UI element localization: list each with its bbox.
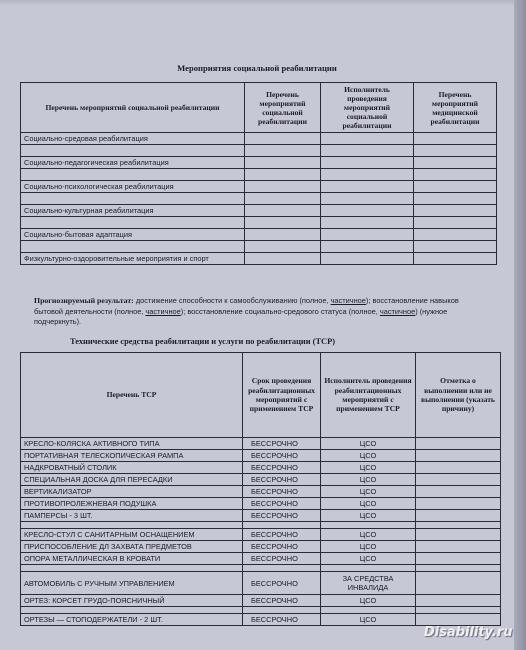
- table-row: [21, 145, 497, 157]
- table-row: [21, 217, 497, 229]
- table-header-row: [21, 353, 501, 438]
- row-label: [21, 193, 245, 205]
- table-row-empty: [21, 607, 501, 614]
- prognosis-text: ) (нужное подчеркнуть).: [34, 306, 448, 326]
- prognosis-label: Прогнозируемый результат:: [34, 296, 134, 305]
- table-header-row: [21, 83, 497, 133]
- table-row: [21, 572, 501, 595]
- prognosis-paragraph: [34, 296, 482, 328]
- table-row: [21, 541, 501, 553]
- row-label: Социально-средовая реабилитация: [21, 133, 245, 145]
- table-row-empty: [21, 565, 501, 572]
- table-row: [21, 229, 497, 241]
- underlined-option: частичное: [145, 306, 181, 316]
- underlined-option: частичное: [379, 306, 416, 316]
- row-label: Социально-культурная реабилитация: [21, 205, 245, 217]
- tsr-term: БЕССРОЧНО: [243, 486, 321, 498]
- underlined-option: частичное: [330, 296, 366, 305]
- tsr-term: БЕССРОЧНО: [243, 572, 321, 595]
- tsr-name: ВЕРТИКАЛИЗАТОР: [21, 486, 243, 498]
- tsr-name: ОПОРА МЕТАЛЛИЧЕСКАЯ В КРОВАТИ: [21, 553, 243, 565]
- row-label: Физкультурно-оздоровительные мероприятия и спорт: [21, 253, 245, 265]
- header-cell: Исполнитель проведения реабилитационных мероприятий с применением ТСР: [321, 353, 416, 438]
- tsr-name: ПАМПЕРСЫ - 3 ШТ.: [21, 510, 243, 522]
- tsr-name: ОРТЕЗЫ — СТОПОДЕРЖАТЕЛИ - 2 ШТ.: [21, 614, 243, 626]
- header-cell: Срок проведения реабилитационных мероприятий с применением ТСР: [243, 353, 321, 438]
- table-row: [21, 193, 497, 205]
- scan-shadow-right: [514, 0, 526, 650]
- table-row: [21, 595, 501, 607]
- header-cell: Перечень мероприятий медицинской реабилитации: [414, 83, 497, 133]
- tsr-name: ПОРТАТИВНАЯ ТЕЛЕСКОПИЧЕСКАЯ РАМПА: [21, 450, 243, 462]
- tsr-title: Технические средства реабилитации и услуги по реабилитации (ТСР): [70, 337, 335, 346]
- table-row: [21, 498, 501, 510]
- row-label: [21, 169, 245, 181]
- tsr-executor: ЦСО: [321, 450, 416, 462]
- tsr-executor: ЦСО: [321, 510, 416, 522]
- tsr-term: БЕССРОЧНО: [243, 462, 321, 474]
- social-rehab-table: [20, 82, 497, 265]
- header-cell: Отметка о выполнении или не выполнении (указать причину): [416, 353, 501, 438]
- tsr-name: СПЕЦИАЛЬНАЯ ДОСКА ДЛЯ ПЕРЕСАДКИ: [21, 474, 243, 486]
- table-row: [21, 462, 501, 474]
- table-row: [21, 450, 501, 462]
- prognosis-text: ); восстановление социально-средового статуса (полное,: [180, 306, 380, 316]
- tsr-executor: ЗА СРЕДСТВА ИНВАЛИДА: [321, 572, 416, 595]
- table-row: [21, 438, 501, 450]
- table-row: [21, 181, 497, 193]
- prognosis-text: достижение способности к самообслуживанию (полное,: [133, 296, 331, 305]
- tsr-executor: ЦСО: [321, 486, 416, 498]
- table-row: [21, 241, 497, 253]
- tsr-name: КРЕСЛО-КОЛЯСКА АКТИВНОГО ТИПА: [21, 438, 243, 450]
- table-row: [21, 486, 501, 498]
- table-row: [21, 510, 501, 522]
- tsr-executor: ЦСО: [321, 541, 416, 553]
- row-label: Социально-педагогическая реабилитация: [21, 157, 245, 169]
- tsr-term: БЕССРОЧНО: [243, 595, 321, 607]
- table-row: [21, 253, 497, 265]
- tsr-executor: ЦСО: [321, 529, 416, 541]
- table-row: [21, 474, 501, 486]
- table-row: [21, 529, 501, 541]
- tsr-executor: ЦСО: [321, 595, 416, 607]
- tsr-term: БЕССРОЧНО: [243, 553, 321, 565]
- tsr-term: БЕССРОЧНО: [243, 474, 321, 486]
- table-row-empty: [21, 522, 501, 529]
- site-watermark: Disability.ru: [424, 625, 513, 640]
- header-cell: Исполнитель проведения мероприятий социальной реабилитации: [321, 83, 414, 133]
- tsr-name: КРЕСЛО-СТУЛ С САНИТАРНЫМ ОСНАЩЕНИЕМ: [21, 529, 243, 541]
- tsr-executor: ЦСО: [321, 438, 416, 450]
- row-label: [21, 217, 245, 229]
- row-label: [21, 241, 245, 253]
- tsr-executor: ЦСО: [321, 553, 416, 565]
- tsr-term: БЕССРОЧНО: [243, 541, 321, 553]
- table-row: [21, 553, 501, 565]
- table-row: [21, 133, 497, 145]
- header-cell: Перечень мероприятий социальной реабилитации: [245, 83, 321, 133]
- prognosis-text: ); восстановление навыков бытовой деятельности (полное,: [34, 296, 459, 316]
- table-row: [21, 614, 501, 626]
- tsr-name: ОРТЕЗ: КОРСЕТ ГРУДО-ПОЯСНИЧНЫЙ: [21, 595, 243, 607]
- tsr-executor: ЦСО: [321, 462, 416, 474]
- row-label: Социально-бытовая адаптация: [21, 229, 245, 241]
- tsr-executor: ЦСО: [321, 614, 416, 626]
- tsr-table: [20, 352, 501, 626]
- header-cell: Перечень ТСР: [21, 353, 243, 438]
- tsr-term: БЕССРОЧНО: [243, 529, 321, 541]
- tsr-name: НАДКРОВАТНЫЙ СТОЛИК: [21, 462, 243, 474]
- table-row: [21, 205, 497, 217]
- tsr-executor: ЦСО: [321, 498, 416, 510]
- table-row: [21, 157, 497, 169]
- tsr-term: БЕССРОЧНО: [243, 510, 321, 522]
- social-rehab-title: Мероприятия социальной реабилитации: [177, 63, 337, 73]
- tsr-term: БЕССРОЧНО: [243, 450, 321, 462]
- tsr-executor: ЦСО: [321, 474, 416, 486]
- row-label: [21, 145, 245, 157]
- row-label: Социально-психологическая реабилитация: [21, 181, 245, 193]
- tsr-term: БЕССРОЧНО: [243, 498, 321, 510]
- tsr-name: ПРИСПОСОБЛЕНИЕ ДЛ ЗАХВАТА ПРЕДМЕТОВ: [21, 541, 243, 553]
- table-row: [21, 169, 497, 181]
- header-cell: Перечень мероприятий социальной реабилитации: [21, 83, 245, 133]
- tsr-name: ПРОТИВОПРОЛЕЖНЕВАЯ ПОДУШКА: [21, 498, 243, 510]
- tsr-name: АВТОМОБИЛЬ С РУЧНЫМ УПРАВЛЕНИЕМ: [21, 572, 243, 595]
- tsr-term: БЕССРОЧНО: [243, 614, 321, 626]
- tsr-term: БЕССРОЧНО: [243, 438, 321, 450]
